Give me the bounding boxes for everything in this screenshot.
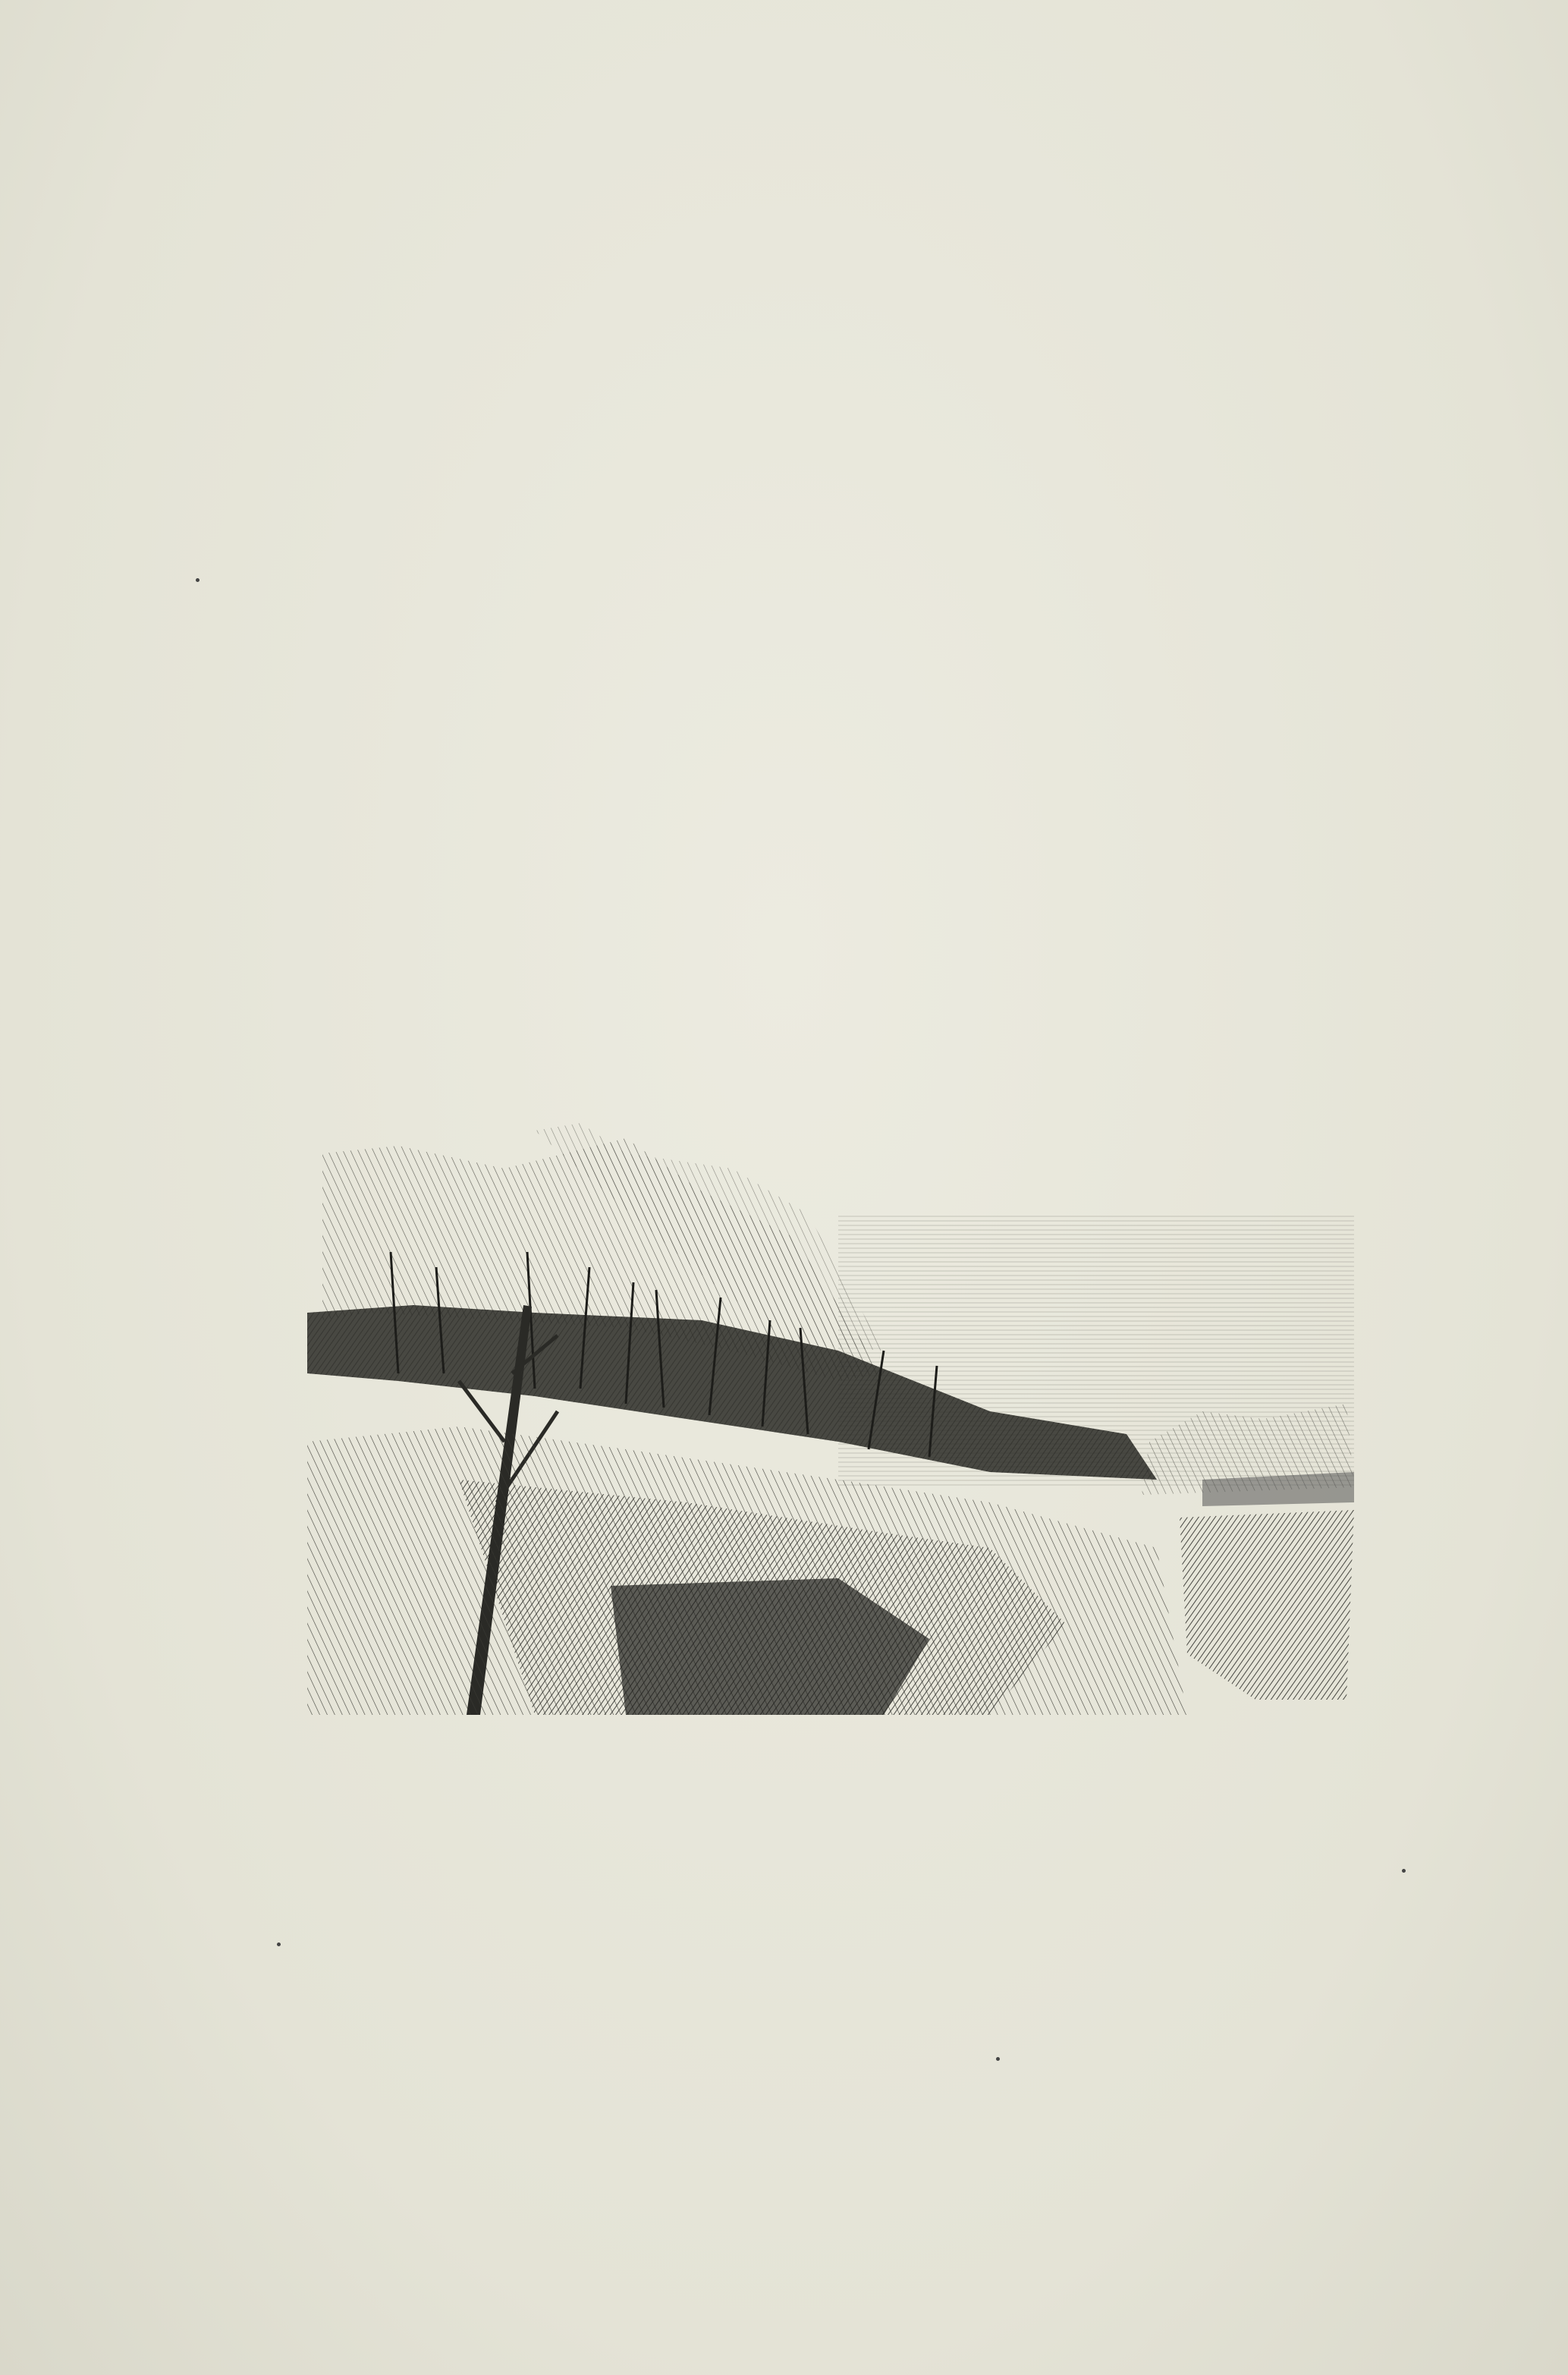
paper-speck: [1402, 1869, 1406, 1873]
paper-speck: [277, 1942, 281, 1946]
engraving-illustration: [307, 1123, 1354, 1730]
running-head: [300, 228, 1392, 273]
paper-speck: [196, 578, 200, 582]
paper-speck: [996, 2057, 1000, 2061]
battle-engraving-image: [307, 1123, 1354, 1730]
